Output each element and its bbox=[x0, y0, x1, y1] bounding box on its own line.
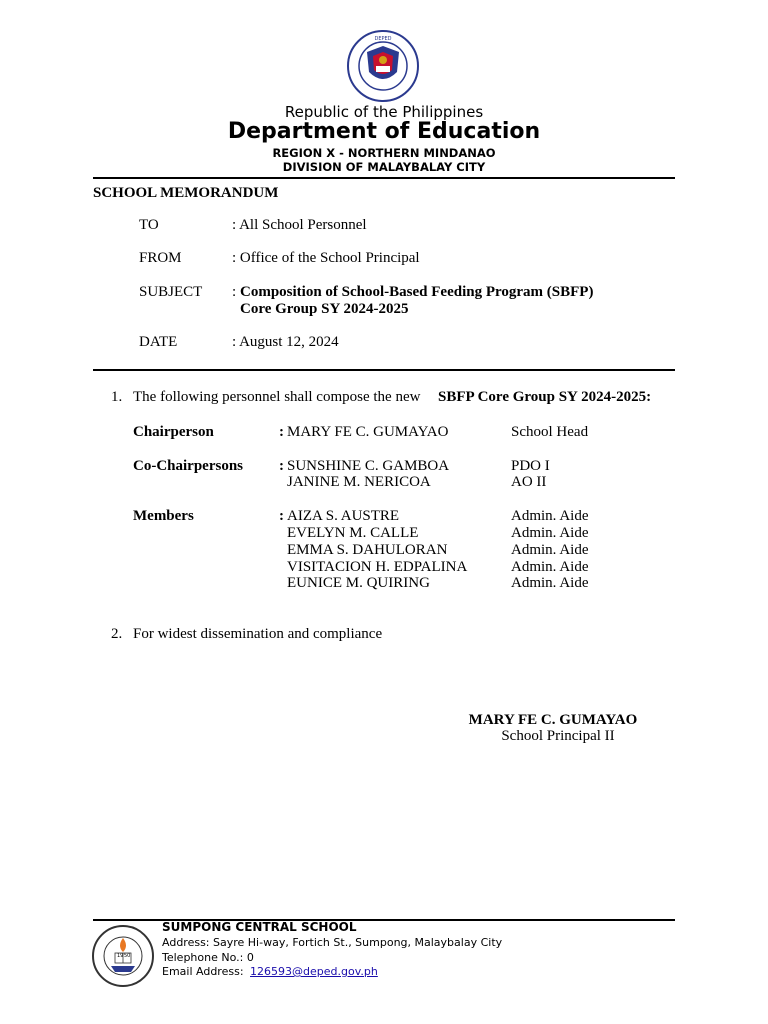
member-name: JANINE M. NERICOA bbox=[287, 474, 431, 490]
svg-text:DEPED: DEPED bbox=[374, 36, 392, 42]
footer-school-name: SUMPONG CENTRAL SCHOOL bbox=[162, 920, 357, 934]
member-position: School Head bbox=[511, 424, 589, 440]
footer-email-row bbox=[162, 965, 378, 978]
region-heading: REGION X - NORTHERN MINDANAO bbox=[272, 146, 496, 160]
item-1-number: 1. bbox=[111, 389, 123, 405]
department-heading: Department of Education bbox=[227, 119, 541, 144]
footer-address: Address: Sayre Hi-way, Fortich St., Sumpong, Malaybalay City bbox=[162, 936, 503, 949]
deped-seal-logo bbox=[343, 30, 423, 102]
member-name: EUNICE M. QUIRING bbox=[287, 575, 430, 591]
republic-heading: Republic of the Philippines bbox=[284, 103, 484, 121]
member-name: MARY FE C. GUMAYAO bbox=[287, 424, 449, 440]
memo-divider bbox=[93, 369, 675, 371]
member-name: EVELYN M. CALLE bbox=[287, 525, 419, 541]
item-2-text: For widest dissemination and compliance bbox=[133, 626, 383, 642]
subject-label: SUBJECT bbox=[139, 284, 203, 300]
signatory-title: School Principal II bbox=[501, 728, 615, 744]
to-label: TO bbox=[139, 217, 159, 233]
member-position: Admin. Aide bbox=[511, 559, 589, 575]
footer-telephone: Telephone No.: 0 bbox=[162, 951, 254, 964]
role-co-chairpersons: Co-Chairpersons bbox=[133, 458, 244, 474]
member-position: Admin. Aide bbox=[511, 525, 589, 541]
from-value: : Office of the School Principal bbox=[232, 250, 420, 266]
member-position: Admin. Aide bbox=[511, 575, 589, 591]
date-value: : August 12, 2024 bbox=[232, 334, 339, 350]
member-name: VISITACION H. EDPALINA bbox=[287, 559, 468, 575]
logo-year-right: 50 bbox=[124, 953, 131, 959]
member-position: AO II bbox=[511, 474, 547, 490]
role-members: Members bbox=[133, 508, 194, 524]
signatory-name: MARY FE C. GUMAYAO bbox=[468, 712, 638, 728]
item-2-number: 2. bbox=[111, 626, 123, 642]
member-position: PDO I bbox=[511, 458, 550, 474]
member-name: EMMA S. DAHULORAN bbox=[287, 542, 448, 558]
division-heading: DIVISION OF MALAYBALAY CITY bbox=[282, 160, 486, 174]
member-colon: : bbox=[279, 458, 284, 474]
member-colon: : bbox=[279, 424, 284, 440]
logo-year-left: 19 bbox=[117, 953, 124, 959]
date-label: DATE bbox=[139, 334, 178, 350]
footer-email-link[interactable]: 126593@deped.gov.ph bbox=[250, 965, 378, 978]
memo-title: SCHOOL MEMORANDUM bbox=[93, 185, 279, 201]
to-value: : All School Personnel bbox=[232, 217, 367, 233]
member-colon: : bbox=[279, 508, 284, 524]
header-divider bbox=[93, 177, 675, 179]
member-name: SUNSHINE C. GAMBOA bbox=[287, 458, 450, 474]
item-1-bold-text: SBFP Core Group SY 2024-2025: bbox=[438, 389, 652, 405]
subject-line-1: Composition of School-Based Feeding Program (SBFP) bbox=[240, 284, 594, 300]
member-position: Admin. Aide bbox=[511, 508, 589, 524]
footer-email-label: Email Address: bbox=[162, 965, 244, 978]
from-label: FROM bbox=[139, 250, 182, 266]
subject-colon: : bbox=[232, 284, 237, 300]
member-position: Admin. Aide bbox=[511, 542, 589, 558]
member-name: AIZA S. AUSTRE bbox=[287, 508, 400, 524]
role-chairperson: Chairperson bbox=[133, 424, 214, 440]
subject-line-2: Core Group SY 2024-2025 bbox=[240, 301, 409, 317]
item-1-text: The following personnel shall compose the new bbox=[133, 389, 421, 405]
